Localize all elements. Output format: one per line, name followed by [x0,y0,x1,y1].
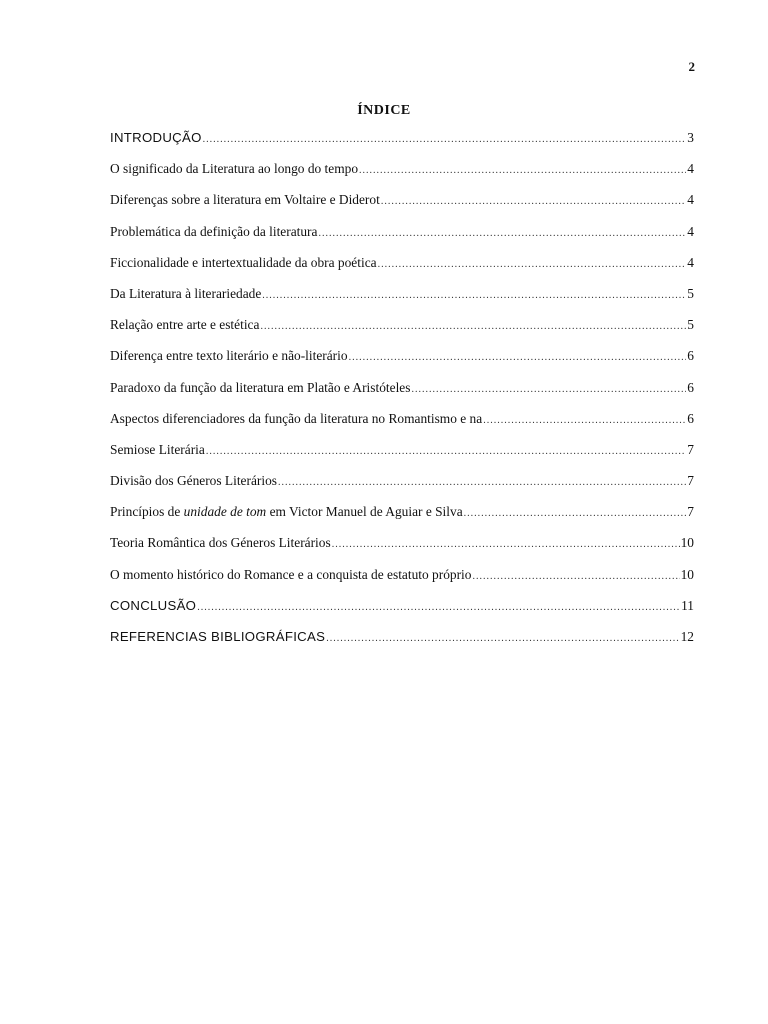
toc-entry[interactable] [110,438,694,469]
toc-entry-page: 7 [687,473,694,489]
toc-entry[interactable] [110,188,694,219]
toc-dot-leader [197,596,680,619]
toc-entry-page: 7 [687,504,694,520]
toc-entry[interactable] [110,313,694,344]
toc-entry-label [110,500,463,523]
toc-entry-page: 11 [681,597,694,613]
toc-dot-leader [332,533,680,556]
toc-entry-label-start: Princípios de [110,504,184,520]
toc-entry-label: Diferenças sobre a literatura em Voltaire e Diderot [110,192,380,208]
toc-entry-page: 6 [687,348,694,364]
toc-entry[interactable] [110,531,694,562]
toc-dot-leader [278,471,686,494]
toc-entry-page: 5 [687,317,694,333]
toc-entry-label: INTRODUÇÃO [110,130,202,145]
toc-dot-leader [411,378,686,401]
toc-entry-label: Paradoxo da função da literatura em Platão e Aristóteles [110,379,411,395]
toc-dot-leader [318,222,686,245]
toc-entry-label: Ficcionalidade e intertextualidade da obra poética [110,254,377,270]
toc-entry-page: 10 [680,566,694,582]
toc-entry[interactable] [110,282,694,313]
toc-entry-page: 4 [687,192,694,208]
toc-entry[interactable] [110,563,694,594]
page-number: 2 [688,59,695,74]
toc-entry[interactable] [110,500,694,531]
toc-entry[interactable] [110,625,694,656]
toc-entry-page: 6 [687,379,694,395]
toc-entry-page: 4 [687,254,694,270]
toc-entry-label: O significado da Literatura ao longo do tempo [110,161,359,177]
toc-dot-leader [378,253,687,276]
toc-entry[interactable] [110,407,694,438]
toc-entry-page: 4 [687,223,694,239]
toc-dot-leader [326,627,679,650]
toc-entry-page: 10 [680,535,694,551]
toc-entry-label: Da Literatura à literariedade [110,285,262,301]
toc-title: ÍNDICE [357,103,411,118]
toc-entry[interactable] [110,220,694,251]
toc-dot-leader [203,128,687,151]
toc-entry[interactable] [110,594,694,625]
toc-entry-label-italic: unidade de tom [183,504,267,520]
table-of-contents [110,126,694,656]
toc-entry[interactable] [110,157,694,188]
toc-entry-label: Diferença entre texto literário e não-literário [110,348,348,364]
toc-dot-leader [349,346,687,369]
toc-entry-label: Semiose Literária [110,441,205,457]
toc-entry-label: REFERENCIAS BIBLIOGRÁFICAS [110,629,326,644]
toc-entry-label: Relação entre arte e estética [110,317,260,333]
toc-entry-label: Aspectos diferenciadores da função da literatura no Romantismo e na [110,410,483,426]
toc-entry-label-end: em Victor Manuel de Aguiar e Silva [266,504,463,520]
toc-entry[interactable] [110,126,694,157]
toc-entry-page: 5 [687,285,694,301]
toc-entry[interactable] [110,376,694,407]
toc-entry-label: Teoria Romântica dos Géneros Literários [110,535,331,551]
toc-entry-page: 12 [680,629,694,644]
toc-entry-label: CONCLUSÃO [110,597,197,613]
toc-entry-page: 7 [687,441,694,457]
toc-entry-page: 4 [687,161,694,177]
toc-entry-label: Problemática da definição da literatura [110,223,318,239]
toc-dot-leader [483,409,686,432]
toc-entry-label: Divisão dos Géneros Literários [110,473,277,489]
toc-dot-leader [206,440,686,463]
toc-entry-page: 3 [687,130,694,145]
toc-dot-leader [464,502,687,525]
toc-dot-leader [381,190,686,213]
toc-dot-leader [260,315,686,338]
toc-dot-leader [472,565,679,588]
toc-entry[interactable] [110,469,694,500]
toc-dot-leader [359,159,686,182]
toc-entry[interactable] [110,344,694,375]
toc-dot-leader [262,284,686,307]
toc-entry-label: O momento histórico do Romance e a conquista de estatuto próprio [110,566,472,582]
toc-entry[interactable] [110,251,694,282]
toc-entry-page: 6 [687,410,694,426]
